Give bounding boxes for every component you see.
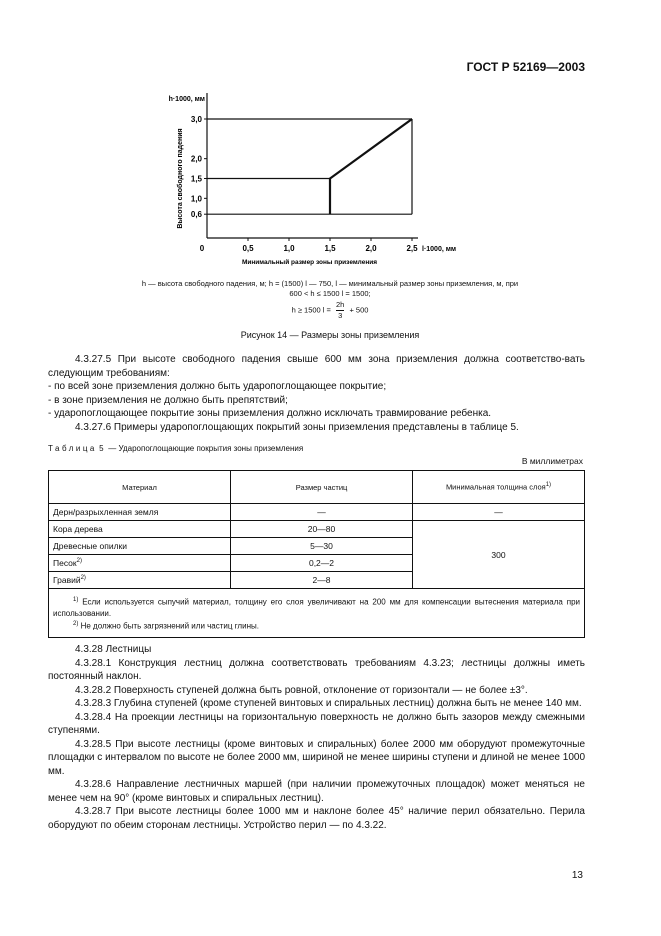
table-header-row xyxy=(49,471,585,504)
paragraph-4-3-28-2: 4.3.28.2 Поверхность ступеней должна быть ровной, отклонение от горизонтали — не более ±3°. xyxy=(75,684,528,696)
footnote-2-mark: 2) xyxy=(73,620,79,627)
paragraph-4-3-28-6: 4.3.28.6 Направление лестничных маршей (при наличии промежуточных площадок) может меняться не менее чем на 90° (кроме винтовых и спиральных лестниц). xyxy=(48,779,585,804)
section-4-3-27 xyxy=(48,353,585,434)
y-tick-label: 1,5 xyxy=(190,174,202,184)
bullet-1: - по всей зоне приземления должно быть ударопоглощающее покрытие; xyxy=(48,381,387,392)
section-4-3-28-title: 4.3.28 Лестницы xyxy=(75,644,152,655)
cell-size: 5—30 xyxy=(231,538,413,555)
cell-thickness-merged: 300 xyxy=(413,521,585,589)
footnote-mark: 2) xyxy=(80,575,86,582)
paragraph-4-3-28-7: 4.3.28.7 При высоте лестницы более 1000 мм и наклоне более 45° наличие перил обязательно. Перила оборудуют по обеим сторонам лестницы. Устройство перил — по 4.3.22. xyxy=(48,806,585,831)
table-footnotes xyxy=(49,589,585,638)
figure-caption: Рисунок 14 — Размеры зоны приземления xyxy=(240,330,420,340)
table-title-prefix: Таблица xyxy=(48,444,97,453)
x-tick-label: 0,5 xyxy=(242,244,254,253)
table-title xyxy=(48,444,303,453)
footnote-1-text: Если используется сыпучий материал, толщину его слоя увеличивают на 200 мм для компенсации вытеснения материала при использовании. xyxy=(53,597,580,618)
header-footnote-mark: 1) xyxy=(545,482,552,489)
header-material: Материал xyxy=(49,471,231,504)
header-min-thickness-label: Минимальная толщина слоя xyxy=(445,482,546,492)
cell-size: — xyxy=(231,504,413,521)
y-tick-label: 1,0 xyxy=(190,194,202,204)
formula-fraction xyxy=(336,300,344,321)
footnote-1-mark: 1) xyxy=(73,597,79,603)
x-tick-label: 2,0 xyxy=(365,244,377,253)
y-unit-label: h·1000, мм xyxy=(168,96,205,103)
cell-material: Дерн/разрыхленная земля xyxy=(49,504,231,521)
paragraph-4-3-28-5: 4.3.28.5 При высоте лестницы (кроме винтовых и спиральных) более 2000 мм оборудуют промежуточные площадки с интервалом по высоте не более 2000 мм, шириной не менее ширины ступени и длиной не менее 1000 мм. xyxy=(48,738,585,777)
x-tick-label: 1,0 xyxy=(283,244,295,253)
table-row xyxy=(49,521,585,538)
header-min-thickness xyxy=(413,471,585,504)
origin-label: 0 xyxy=(199,244,205,253)
formula-suffix: + 500 xyxy=(349,305,369,315)
table-title-number: 5 xyxy=(99,444,107,453)
bullet-3: - ударопоглощающее покрытие зоны приземления должно исключать травмирование ребенка. xyxy=(48,408,492,419)
figure-note-line1: h — высота свободного падения, м; h = (1500) l — 750, l — минимальный размер зоны приземления, м, при xyxy=(141,279,519,288)
y-tick-label: 3,0 xyxy=(190,115,202,124)
page-number: 13 xyxy=(571,870,583,881)
cell-size: 20—80 xyxy=(231,521,413,538)
paragraph-4-3-27-6: 4.3.27.6 Примеры ударопоглощающих покрытий зоны приземления представлены в таблице 5. xyxy=(75,421,519,433)
cell-material xyxy=(49,572,231,589)
table-row xyxy=(49,504,585,521)
footnote-2-text: Не должно быть загрязнений или частиц глины. xyxy=(80,621,259,631)
table-footnotes-row xyxy=(49,589,585,638)
footnote-1 xyxy=(53,595,580,619)
header-particle-size: Размер частиц xyxy=(231,471,413,504)
series-line xyxy=(330,119,412,214)
paragraph-4-3-28-3: 4.3.28.3 Глубина ступеней (кроме ступеней винтовых и спиральных лестниц) должна быть не менее 140 мм. xyxy=(75,698,582,709)
materials-table xyxy=(48,470,585,638)
cell-material xyxy=(49,555,231,572)
formula-prefix: h ≥ 1500 l = xyxy=(291,305,331,315)
paragraph-4-3-27-5: 4.3.27.5 При высоте свободного падения свыше 600 мм зона приземления должна соответство-вать следующим требованиям: xyxy=(48,354,585,379)
bullet-2: - в зоне приземления не должно быть препятствий; xyxy=(48,394,288,406)
x-tick-label: 2,5 xyxy=(406,244,418,253)
section-4-3-28 xyxy=(48,643,585,832)
paragraph-4-3-28-1: 4.3.28.1 Конструкция лестниц должна соответствовать требованиям 4.3.23; лестницы должны иметь постоянный наклон. xyxy=(48,657,585,682)
cell-material: Кора дерева xyxy=(49,521,231,538)
footnote-mark: 2) xyxy=(76,558,82,565)
cell-size: 0,2—2 xyxy=(231,555,413,572)
cell-material: Древесные опилки xyxy=(49,538,231,555)
material-label: Гравий xyxy=(53,575,81,585)
figure-note-line3 xyxy=(80,300,580,321)
landing-zone-chart xyxy=(150,85,510,275)
y-tick-label: 2,0 xyxy=(190,154,202,164)
cell-size: 2—8 xyxy=(231,572,413,589)
fraction-numerator: 2h xyxy=(336,300,345,309)
table-title-text: — Ударопоглощающие покрытия зоны приземления xyxy=(108,444,304,453)
cell-thickness: — xyxy=(413,504,585,521)
table-units: В миллиметрах xyxy=(521,456,583,466)
x-axis-title: Минимальный размер зоны приземления xyxy=(241,259,378,266)
fraction-denominator: 3 xyxy=(338,311,343,320)
material-label: Песок xyxy=(53,558,77,568)
paragraph-4-3-28-4: 4.3.28.4 На проекции лестницы на горизонтальную поверхность не должно быть зазоров между смежными ступенями. xyxy=(48,711,585,736)
figure-note-line2: 600 < h ≤ 1500 l = 1500; xyxy=(289,289,371,298)
x-tick-label: 1,5 xyxy=(324,244,336,253)
footnote-2 xyxy=(53,619,580,632)
y-axis-title: Высота свободного падения xyxy=(177,128,184,229)
document-code: ГОСТ Р 52169—2003 xyxy=(466,60,585,74)
y-tick-label: 0,6 xyxy=(190,210,202,220)
x-unit-label: l·1000, мм xyxy=(422,246,457,253)
